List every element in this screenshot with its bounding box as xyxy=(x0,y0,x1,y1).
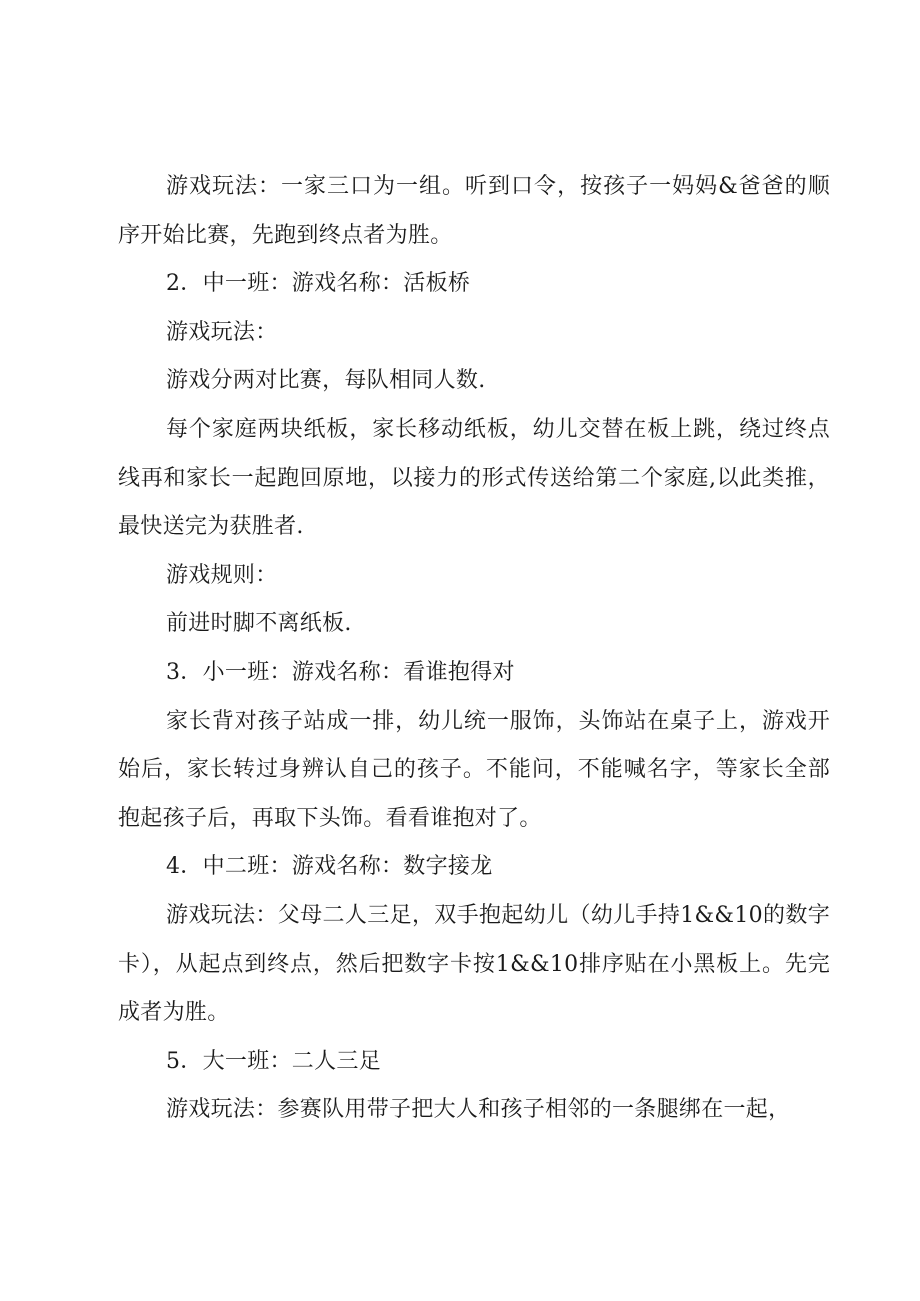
paragraph-rule-feet: 前进时脚不离纸板. xyxy=(166,611,352,637)
label-rules: 游戏规则： xyxy=(166,562,278,588)
paragraph-gameplay-family: 游戏玩法：一家三口为一组。听到口令，按孩子一妈妈&爸爸的顺序开始比赛，先跑到终点者为胜。 xyxy=(118,174,830,248)
heading-class-zhong-yi: 2．中一班：游戏名称：活板桥 xyxy=(166,271,471,297)
document-body xyxy=(118,163,830,1135)
heading-class-da-yi: 5．大一班：二人三足 xyxy=(166,1048,381,1074)
heading-class-xiao-yi: 3．小一班：游戏名称：看谁抱得对 xyxy=(166,659,515,685)
heading-class-zhong-er: 4．中二班：游戏名称：数字接龙 xyxy=(166,854,493,880)
paragraph-recognize-child: 家长背对孩子站成一排，幼儿统一服饰，头饰站在桌子上，游戏开始后，家长转过身辨认自己的孩子。不能问，不能喊名字，等家长全部抱起孩子后，再取下头饰。看看谁抱对了。 xyxy=(118,708,830,831)
paragraph-number-cards: 游戏玩法：父母二人三足，双手抱起幼儿（幼儿手持1&&10的数字卡），从起点到终点，然后把数字卡按1&&10排序贴在小黑板上。先完成者为胜。 xyxy=(118,902,830,1026)
paragraph-cardboard-relay: 每个家庭两块纸板，家长移动纸板，幼儿交替在板上跳，绕过终点线再和家长一起跑回原地，以接力的形式传送给第二个家庭,以此类推，最快送完为获胜者. xyxy=(118,416,830,540)
label-gameplay: 游戏玩法： xyxy=(166,319,278,345)
paragraph-teams: 游戏分两对比赛，每队相同人数. xyxy=(166,368,486,394)
paragraph-three-legged: 游戏玩法：参赛队用带子把大人和孩子相邻的一条腿绑在一起， xyxy=(166,1097,791,1123)
